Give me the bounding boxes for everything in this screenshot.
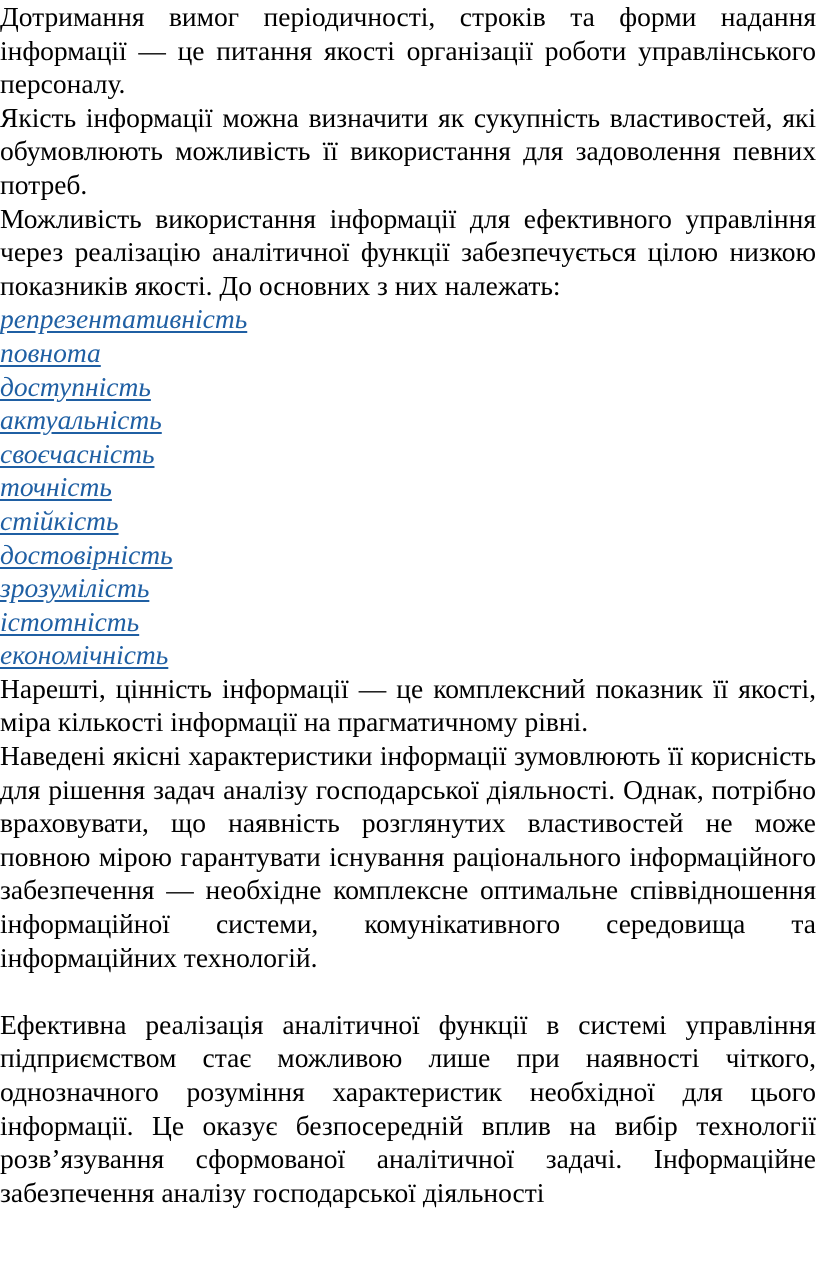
link-reliability[interactable]: достовірність [0, 538, 173, 570]
link-clarity[interactable]: зрозумілість [0, 572, 150, 604]
list-item [0, 605, 816, 639]
list-item [0, 437, 816, 471]
link-representativeness[interactable]: репрезентативність [0, 303, 248, 335]
paragraph-information-value: Нарешті, цінність інформації — це комплексний показник її якості, міра кількості інформації на прагматичному рівні. [0, 672, 816, 738]
link-relevance[interactable]: актуальність [0, 404, 162, 436]
quality-indicators-list [0, 302, 816, 672]
link-economy[interactable]: економічність [0, 639, 169, 671]
list-item [0, 302, 816, 336]
paragraph-timeliness: Дотримання вимог періодичності, строків та форми надання інформації — це питання якості організації роботи управлінського персоналу. [0, 1, 816, 100]
list-item [0, 638, 816, 672]
link-materiality[interactable]: істотність [0, 605, 140, 637]
list-item [0, 504, 816, 538]
paragraph-characteristics: Наведені якісні характеристики інформації зумовлюють її корисність для рішення задач аналізу господарської діяльності. Однак, потрібно враховувати, що наявність розглянутих властивостей не може повною мірою гарантувати існування раціонального інформаційного забезпечення — необхідне комплексне оптимальне співвідношення інформаційної системи, комунікативного середовища та інформаційних технологій. [0, 740, 816, 973]
list-item [0, 336, 816, 370]
paragraph-quality-indicators: Можливість використання інформації для ефективного управління через реалізацію аналітичної функції забезпечується цілою низкою показників якості. До основних з них належать: [0, 202, 816, 301]
paragraph-analytical-function: Ефективна реалізація аналітичної функції в системі управління підприємством стає можливою лише при наявності чіткого, однозначного розуміння характеристик необхідної для цього інформації. Це оказує безпосередній вплив на вибір технології розв’язування сформованої аналітичної задачі. Інформаційне забезпечення аналізу господарської діяльності [0, 1008, 816, 1208]
list-item [0, 571, 816, 605]
list-item [0, 538, 816, 572]
link-completeness[interactable]: повнота [0, 336, 101, 368]
link-timeliness[interactable]: своєчасність [0, 437, 155, 469]
link-accessibility[interactable]: доступність [0, 370, 151, 402]
paragraph-quality-definition: Якість інформації можна визначити як сукупність властивостей, які обумовлюють можливість її використання для задоволення певних потреб. [0, 101, 816, 200]
list-item [0, 470, 816, 504]
list-item [0, 370, 816, 404]
paragraph-spacer [0, 974, 816, 1008]
link-accuracy[interactable]: точність [0, 471, 112, 503]
list-item [0, 403, 816, 437]
link-stability[interactable]: стійкість [0, 504, 119, 536]
